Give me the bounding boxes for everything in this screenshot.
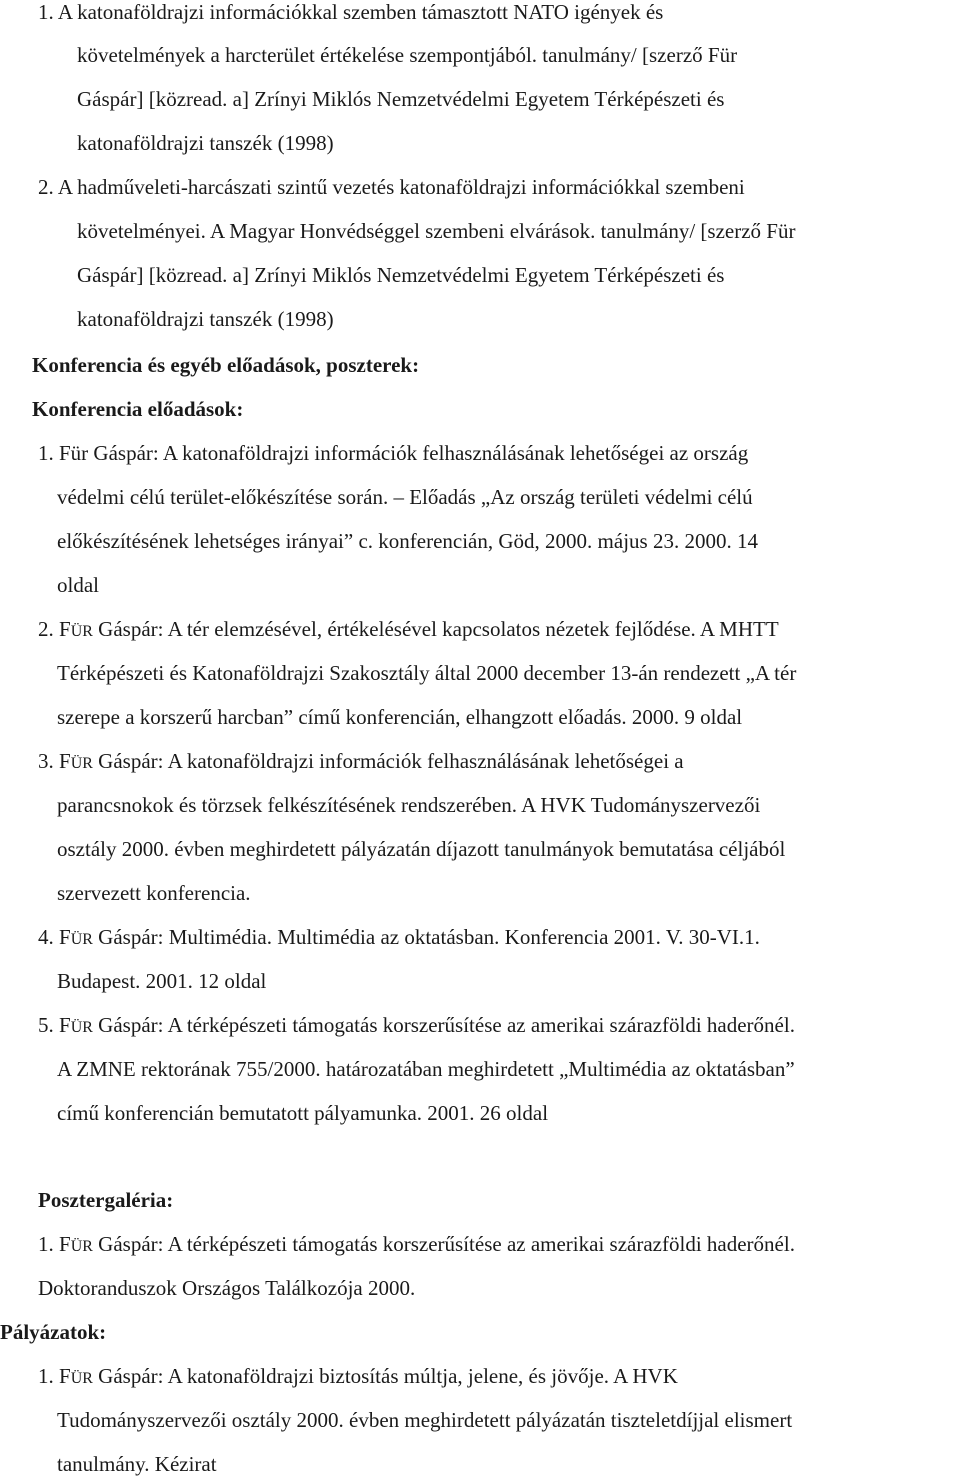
application-entry-line-1 <box>38 1364 678 1391</box>
list-item-2-line-1: 2. A hadműveleti-harcászati szintű vezetés katonaföldrajzi információkkal szembeni <box>38 175 745 199</box>
conference-entry-2-line-2: Térképészeti és Katonaföldrajzi Szakosztály által 2000 december 13-án rendezett „A tér <box>57 661 797 685</box>
conference-subheading: Konferencia előadások: <box>32 397 244 421</box>
conference-entry-3-line-4: szervezett konferencia. <box>57 881 251 905</box>
conference-heading: Konferencia és egyéb előadások, poszterek: <box>32 353 420 377</box>
author-smallcaps: ÜR <box>70 755 93 772</box>
list-item-1-line-3: Gáspár] [közread. a] Zrínyi Miklós Nemzetvédelmi Egyetem Térképészeti és <box>77 87 725 111</box>
entry-text: Gáspár: A tér elemzésével, értékelésével kapcsolatos nézetek fejlődése. A MHTT <box>92 617 779 641</box>
entry-number: 2. F <box>38 617 71 641</box>
conference-entry-1-line-1: 1. Für Gáspár: A katonaföldrajzi információk felhasználásának lehetőségei az ország <box>38 441 749 465</box>
entry-text: Gáspár: Multimédia. Multimédia az oktatásban. Konferencia 2001. V. 30-VI.1. <box>92 925 760 949</box>
conference-entry-4-line-2: Budapest. 2001. 12 oldal <box>57 969 267 993</box>
list-item-2-line-4: katonaföldrajzi tanszék (1998) <box>77 307 334 331</box>
application-entry-line-3: tanulmány. Kézirat <box>57 1452 217 1476</box>
conference-entry-2-line-1 <box>38 617 779 644</box>
conference-entry-1-line-4: oldal <box>57 573 99 597</box>
applications-heading: Pályázatok: <box>0 1320 107 1344</box>
entry-number: 1. F <box>38 1232 71 1256</box>
entry-number: 4. F <box>38 925 71 949</box>
author-smallcaps: ÜR <box>70 1238 93 1255</box>
author-smallcaps: ÜR <box>70 623 93 640</box>
entry-number: 1. F <box>38 1364 71 1388</box>
posters-heading: Posztergaléria: <box>38 1188 174 1212</box>
list-item-1-line-2: követelmények a harcterület értékelése szempontjából. tanulmány/ [szerző Für <box>77 43 738 67</box>
conference-entry-1-line-2: védelmi célú terület-előkészítése során. – Előadás „Az ország területi védelmi célú <box>57 485 753 509</box>
conference-entry-4-line-1 <box>38 925 760 952</box>
entry-text: Gáspár: A térképészeti támogatás korszerűsítése az amerikai szárazföldi haderőnél. <box>92 1013 795 1037</box>
conference-entry-1-line-3: előkészítésének lehetséges irányai” c. konferencián, Göd, 2000. május 23. 2000. 14 <box>57 529 758 553</box>
entry-text: Gáspár: A térképészeti támogatás korszerűsítése az amerikai szárazföldi haderőnél. <box>92 1232 795 1256</box>
conference-entry-5-line-1 <box>38 1013 795 1040</box>
list-item-1-line-1: 1. A katonaföldrajzi információkkal szemben támasztott NATO igények és <box>38 0 664 24</box>
list-item-1-line-4: katonaföldrajzi tanszék (1998) <box>77 131 334 155</box>
author-smallcaps: ÜR <box>70 1019 93 1036</box>
author-smallcaps: ÜR <box>70 931 93 948</box>
conference-entry-5-line-2: A ZMNE rektorának 755/2000. határozatában meghirdetett „Multimédia az oktatásban” <box>57 1057 795 1081</box>
list-item-2-line-2: követelményei. A Magyar Honvédséggel szembeni elvárások. tanulmány/ [szerző Für <box>77 219 796 243</box>
list-item-2-line-3: Gáspár] [közread. a] Zrínyi Miklós Nemzetvédelmi Egyetem Térképészeti és <box>77 263 725 287</box>
author-smallcaps: ÜR <box>70 1370 93 1387</box>
entry-number: 3. F <box>38 749 71 773</box>
conference-entry-2-line-3: szerepe a korszerű harcban” című konferencián, elhangzott előadás. 2000. 9 oldal <box>57 705 743 729</box>
entry-text: Gáspár: A katonaföldrajzi információk felhasználásának lehetőségei a <box>92 749 684 773</box>
conference-entry-3-line-3: osztály 2000. évben meghirdetett pályázatán díjazott tanulmányok bemutatása céljából <box>57 837 786 861</box>
application-entry-line-2: Tudományszervezői osztály 2000. évben meghirdetett pályázatán tiszteletdíjjal elismert <box>57 1408 793 1432</box>
conference-entry-3-line-2: parancsnokok és törzsek felkészítésének rendszerében. A HVK Tudományszervezői <box>57 793 761 817</box>
poster-entry-line-2: Doktoranduszok Országos Találkozója 2000. <box>38 1276 416 1300</box>
entry-number: 5. F <box>38 1013 71 1037</box>
conference-entry-5-line-3: című konferencián bemutatott pályamunka. 2001. 26 oldal <box>57 1101 549 1125</box>
entry-text: Gáspár: A katonaföldrajzi biztosítás múltja, jelene, és jövője. A HVK <box>92 1364 678 1388</box>
poster-entry-line-1 <box>38 1232 795 1259</box>
conference-entry-3-line-1 <box>38 749 684 776</box>
